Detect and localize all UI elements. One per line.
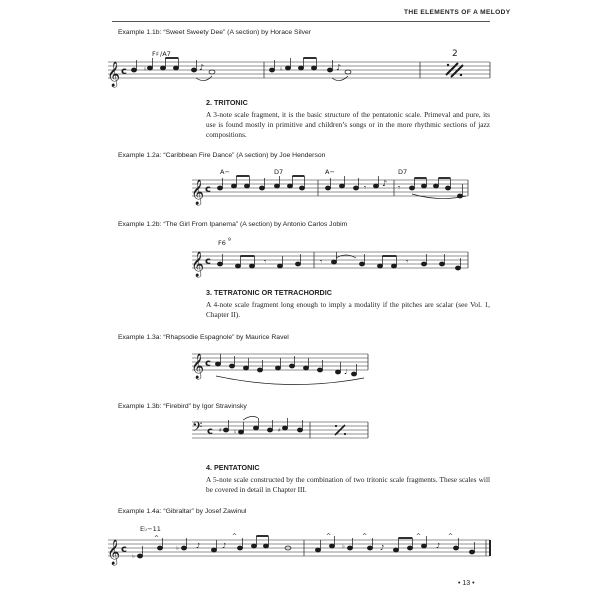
chord-symbol: A− (325, 168, 335, 176)
svg-text:♪: ♪ (436, 542, 441, 550)
svg-text:𝄾: 𝄾 (406, 257, 409, 266)
chord-symbol: /A7 (160, 50, 171, 58)
section-paragraph: A 4-note scale fragment long enough to imply a modality if the pitches are scalar (see Vol. 1, Chapter II). (206, 300, 490, 319)
svg-text:♩: ♩ (344, 368, 348, 376)
svg-text:𝄾: 𝄾 (364, 183, 367, 192)
treble-clef-icon: 𝄞 (191, 252, 205, 277)
svg-text:♪: ♪ (196, 542, 201, 550)
chord-symbol: F6 (218, 239, 226, 247)
svg-text:𝄾: 𝄾 (398, 183, 401, 192)
svg-text:^: ^ (416, 533, 422, 540)
svg-text:♮: ♮ (144, 66, 147, 73)
svg-text:𝄾: 𝄾 (320, 257, 323, 266)
example-label: Example 1.4a: “Gibraltar” by Josef Zawinul (118, 508, 247, 515)
svg-text:♪: ♪ (382, 179, 388, 188)
chord-symbol-superscript: 9 (228, 238, 231, 243)
svg-text:^: ^ (362, 533, 368, 540)
svg-text:♯: ♯ (278, 427, 281, 434)
svg-text:^: ^ (326, 533, 332, 540)
svg-text:♮: ♮ (234, 429, 237, 436)
svg-text:𝄾: 𝄾 (264, 257, 267, 266)
running-head: THE ELEMENTS OF A MELODY (404, 9, 511, 16)
svg-text:♪: ♪ (222, 542, 227, 550)
example-label: Example 1.3a: “Rhapsodie Espagnole” by Maurice Ravel (118, 334, 289, 341)
svg-text:^: ^ (154, 535, 160, 542)
section-heading: 3. TETRATONIC OR TETRACHORDIC (206, 288, 332, 297)
svg-text:♭: ♭ (132, 553, 135, 560)
common-time-icon: c (207, 426, 213, 437)
svg-text:^: ^ (448, 533, 454, 540)
treble-clef-icon: 𝄞 (107, 540, 121, 565)
common-time-icon: c (205, 184, 211, 195)
svg-text:♭: ♭ (342, 543, 345, 550)
svg-text:♮: ♮ (280, 66, 283, 73)
section-heading: 2. TRITONIC (206, 98, 248, 107)
section-paragraph: A 3-note scale fragment, it is the basic structure of the pentatonic scale. Primeval and pure, its use is found mostly in primitive and children’s songs or in the more rhythmic sections of jazz compositions. (206, 110, 490, 139)
svg-text:♭: ♭ (176, 545, 179, 552)
treble-clef-icon: 𝄞 (107, 62, 121, 87)
chord-symbol: A− (220, 168, 230, 176)
chord-symbol-top: F♯ (152, 50, 159, 58)
treble-clef-icon: 𝄞 (191, 354, 205, 379)
common-time-icon: c (205, 256, 211, 267)
chord-symbol: D7 (398, 168, 408, 176)
example-label: Example 1.2a: “Caribbean Fire Dance” (A section) by Joe Henderson (118, 152, 326, 159)
common-time-icon: c (121, 66, 127, 77)
section-paragraph: A 5-note scale constructed by the combination of two tritonic scale fragments. These scales will be covered in detail in Chapter III. (206, 475, 490, 494)
svg-text:^: ^ (232, 533, 238, 540)
svg-text:♪: ♪ (199, 63, 205, 72)
example-label: Example 1.2b: “The Girl From Ipanema” (A section) by Antonio Carlos Jobim (118, 221, 348, 228)
chord-symbol: D7 (274, 168, 284, 176)
bass-clef-icon: 𝄢 (192, 419, 203, 438)
svg-text:♪: ♪ (336, 63, 342, 72)
measure-number: 2 (452, 49, 458, 59)
page-number: • 13 • (458, 580, 475, 587)
common-time-icon: c (121, 544, 127, 555)
svg-text:♪: ♪ (380, 544, 385, 552)
svg-text:♯: ♯ (219, 427, 222, 434)
common-time-icon: c (205, 358, 211, 369)
example-label: Example 1.3b: “Firebird” by Igor Stravinsky (118, 403, 247, 410)
section-heading: 4. PENTATONIC (206, 463, 260, 472)
chord-symbol: E♭−11 (140, 525, 161, 533)
treble-clef-icon: 𝄞 (191, 180, 205, 205)
example-label: Example 1.1b: “Sweet Sweety Dee” (A section) by Horace Silver (118, 29, 312, 36)
